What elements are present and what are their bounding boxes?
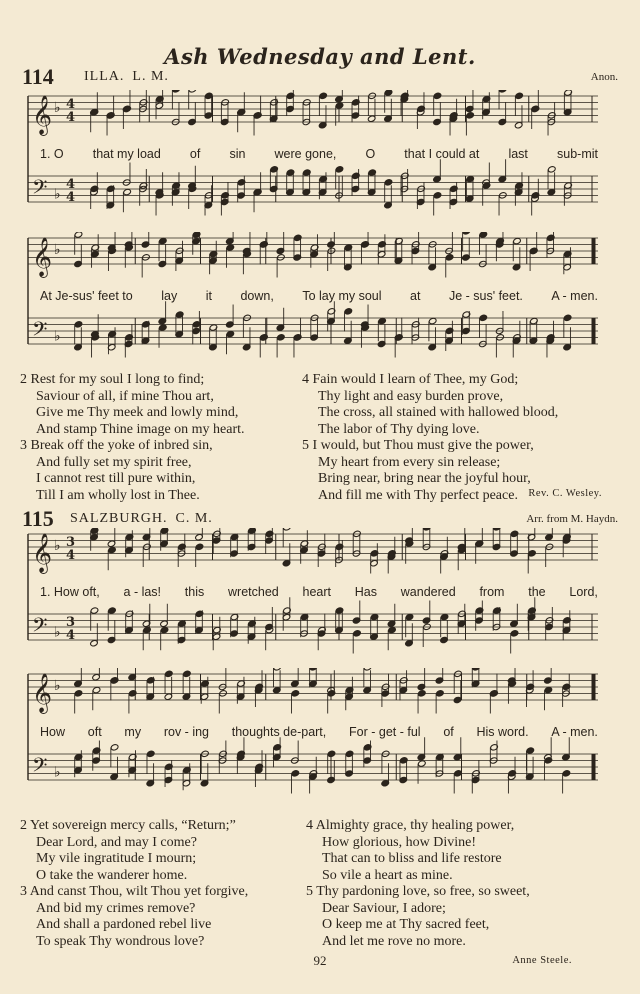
- treble-clef-icon: 𝄞: [32, 673, 53, 713]
- note-head: [160, 626, 169, 633]
- lyric-syllable: How: [40, 725, 66, 739]
- verse-line: Give me Thy meek and lowly mind,: [36, 405, 239, 420]
- note-head: [499, 90, 508, 93]
- lyric-syllable: At Je-sus' feet to: [40, 289, 133, 303]
- time-signature-digit: 4: [66, 177, 76, 192]
- lyric-syllable: that I could at: [404, 147, 480, 161]
- note-head: [188, 90, 197, 93]
- note-head: [108, 607, 117, 614]
- note-head: [544, 757, 553, 764]
- verse-line: Saviour of all, if mine Thou art,: [36, 388, 214, 404]
- note-head: [183, 670, 192, 677]
- note-head: [378, 317, 387, 324]
- verse-line: And fully set my spirit free,: [36, 454, 192, 470]
- lyric-syllable: Lord,: [569, 585, 598, 599]
- verse-line: 2 Yet sovereign mercy calls, “Return;”: [20, 818, 236, 833]
- lyric-syllable: it: [205, 289, 212, 303]
- note-head: [544, 686, 553, 693]
- note-head: [254, 112, 263, 119]
- lyric-syllable: thoughts de-part,: [231, 725, 327, 739]
- note-head: [433, 192, 442, 199]
- note-head: [548, 166, 557, 173]
- hymn-author: Anne Steele.: [512, 955, 572, 966]
- lyric-syllable: sin: [229, 147, 246, 161]
- lyric-syllable: of: [443, 725, 454, 739]
- lyric-syllable: of: [189, 147, 201, 161]
- tune-name: ILLA. L. M.: [84, 69, 169, 84]
- lyric-syllable: heart: [302, 585, 332, 599]
- verse-line: 4 Fain would I learn of Thee, my God;: [302, 372, 519, 387]
- note-head: [479, 232, 488, 238]
- note-head: [146, 750, 155, 757]
- verse-line: And stamp Thine image on my heart.: [36, 421, 245, 437]
- lyric-syllable: 1. How oft,: [40, 585, 100, 599]
- note-head: [531, 105, 540, 112]
- hymn-114-header: [22, 64, 618, 90]
- note-head: [319, 92, 328, 99]
- verse-line: Till I am wholly lost in Thee.: [36, 487, 200, 503]
- verse-line: 5 I would, but Thou must give the power,: [302, 438, 534, 453]
- hymn-115-lyric-line-1: [40, 585, 598, 599]
- bass-clef-icon: 𝄢: [32, 753, 48, 782]
- lyric-syllable: a - las!: [123, 585, 162, 599]
- note-head: [475, 540, 484, 547]
- note-head: [510, 630, 519, 637]
- verse-line: How glorious, how Divine!: [322, 834, 476, 850]
- verse-line: And shall a pardoned rebel live: [36, 917, 212, 932]
- lyric-syllable: His word.: [476, 725, 529, 739]
- note-head: [143, 626, 152, 633]
- time-signature-digit: 4: [66, 628, 76, 643]
- note-head: [123, 188, 132, 195]
- lyric-syllable: O: [365, 147, 376, 161]
- lyric-syllable: sub-mit: [557, 147, 598, 161]
- note-head: [384, 179, 393, 186]
- note-head: [226, 330, 235, 337]
- verses-right-column: [302, 372, 602, 504]
- time-signature-digit: 4: [66, 97, 76, 112]
- page-number: 92: [313, 953, 327, 968]
- verse-line: I cannot rest till pure within,: [36, 471, 196, 486]
- verse-line: My heart from every sin release;: [318, 454, 501, 470]
- lyric-syllable: the: [528, 585, 546, 599]
- flat-icon: ♭: [54, 328, 61, 345]
- note-head: [110, 744, 119, 751]
- note-head: [92, 686, 101, 693]
- lyric-syllable: A - men.: [551, 289, 598, 303]
- note-head: [165, 670, 174, 677]
- lyric-syllable: wandered: [400, 585, 456, 599]
- verses-left-column: [20, 372, 310, 504]
- note-head: [291, 690, 300, 697]
- lyric-syllable: lay: [161, 289, 178, 303]
- hymn-114-lyric-line-2: [40, 289, 598, 303]
- verse-line: Dear Lord, and may I come?: [36, 834, 197, 850]
- verse-line: 2 Rest for my soul I long to find;: [20, 372, 205, 387]
- lyric-syllable: my: [124, 725, 142, 739]
- verse-line: 3 Break off the yoke of inbred sin,: [20, 438, 213, 453]
- hymn-114-lyric-line-1: [40, 147, 598, 161]
- note-head: [462, 232, 471, 235]
- treble-clef-icon: 𝄞: [32, 533, 53, 573]
- note-head: [123, 105, 132, 112]
- note-head: [482, 182, 491, 189]
- lyric-syllable: Has: [354, 585, 378, 599]
- verse-line: O keep me at Thy sacred feet,: [322, 917, 490, 932]
- hymn-114-verses: [20, 372, 620, 502]
- lyric-syllable: from: [479, 585, 505, 599]
- note-head: [159, 324, 168, 331]
- lyric-syllable: For - get - ful: [349, 725, 421, 739]
- verse-line: The cross, all stained with hallowed blood,: [318, 405, 559, 420]
- composer-credit: Arr. from M. Haydn.: [526, 513, 618, 525]
- hymn-115-lyric-line-2: [40, 725, 598, 739]
- note-head: [418, 760, 427, 767]
- note-head: [335, 102, 344, 109]
- flat-icon: ♭: [54, 624, 61, 641]
- treble-clef-icon: 𝄞: [32, 95, 53, 135]
- bass-clef-icon: 𝄢: [32, 317, 48, 346]
- lyric-syllable: at: [410, 289, 421, 303]
- page-title: Ash Wednesday and Lent.: [164, 44, 476, 69]
- note-head: [490, 690, 499, 697]
- lyric-syllable: rov - ing: [163, 725, 209, 739]
- time-signature-digit: 4: [66, 548, 76, 563]
- lyric-syllable: 1. O: [40, 147, 64, 161]
- lyric-syllable: Je - sus' feet.: [448, 289, 523, 303]
- note-head: [107, 112, 116, 119]
- bass-clef-icon: 𝄢: [32, 613, 48, 642]
- note-head: [327, 690, 336, 697]
- composer-credit: Anon.: [590, 71, 618, 83]
- time-signature-digit: 4: [66, 190, 76, 205]
- note-head: [90, 607, 99, 614]
- verse-line: That can to bliss and life restore: [322, 851, 502, 866]
- hymn-115-verses: [20, 818, 620, 952]
- time-signature-digit: 3: [66, 535, 76, 550]
- note-head: [384, 90, 393, 96]
- note-head: [515, 92, 524, 99]
- tune-name: SALZBURGH. C. M.: [70, 511, 213, 526]
- note-head: [254, 188, 263, 195]
- verse-line: 5 Thy pardoning love, so free, so sweet,: [306, 884, 530, 899]
- note-head: [445, 254, 454, 261]
- flat-icon: ♭: [54, 538, 61, 554]
- note-head: [277, 334, 286, 341]
- note-head: [562, 770, 571, 777]
- note-head: [388, 626, 397, 633]
- note-head: [513, 237, 522, 244]
- note-head: [237, 108, 246, 115]
- verse-line: Dear Saviour, I adore;: [322, 900, 446, 916]
- note-head: [159, 237, 168, 244]
- note-head: [466, 112, 475, 119]
- note-head: [195, 543, 204, 550]
- note-head: [74, 690, 83, 697]
- verse-line: Bring near, bring near the joyful hour,: [318, 471, 531, 486]
- lyric-syllable: oft: [87, 725, 102, 739]
- note-head: [74, 321, 83, 328]
- note-head: [440, 613, 449, 620]
- verse-line: O take the wanderer home.: [36, 867, 188, 883]
- note-head: [436, 690, 445, 697]
- note-head: [433, 92, 442, 99]
- flat-icon: ♭: [54, 764, 61, 781]
- verse-line: To speak Thy wondrous love?: [36, 933, 205, 949]
- note-head: [260, 334, 269, 341]
- note-head: [353, 630, 362, 637]
- note-head: [74, 232, 83, 238]
- note-head: [226, 244, 235, 251]
- note-head: [418, 690, 427, 697]
- note-head: [172, 90, 181, 93]
- time-signature-digit: 4: [66, 110, 76, 125]
- lyric-syllable: that my load: [92, 147, 161, 161]
- verse-line: So vile a heart as mine.: [322, 867, 453, 883]
- bass-clef-icon: 𝄢: [32, 175, 48, 204]
- note-head: [530, 247, 539, 254]
- note-head: [110, 677, 119, 684]
- time-signature-digit: 3: [66, 615, 76, 630]
- note-head: [428, 317, 437, 324]
- lyric-syllable: this: [184, 585, 205, 599]
- lyric-syllable: A - men.: [551, 725, 598, 739]
- hymn-number: 114: [22, 64, 54, 89]
- note-head: [293, 334, 302, 341]
- verse-line: Thy light and easy burden prove,: [318, 388, 504, 404]
- hymn-number: 115: [22, 506, 54, 531]
- lyric-syllable: To lay my soul: [302, 289, 382, 303]
- note-head: [563, 314, 572, 321]
- note-head: [526, 747, 535, 754]
- note-head: [108, 546, 117, 553]
- verses-left-column: [20, 818, 310, 950]
- flat-icon: ♭: [54, 678, 61, 694]
- verse-line: And let me rove no more.: [322, 933, 466, 949]
- note-head: [405, 613, 414, 620]
- verse-line: And bid my crimes remove?: [36, 900, 196, 916]
- verse-line: 3 And canst Thou, wilt Thou yet forgive,: [20, 884, 249, 899]
- treble-clef-icon: 𝄞: [32, 237, 53, 277]
- flat-icon: ♭: [54, 242, 61, 258]
- note-head: [327, 750, 336, 757]
- verse-line: My vile ingratitude I mourn;: [36, 851, 197, 866]
- note-head: [344, 308, 353, 315]
- verse-line: 4 Almighty grace, thy healing power,: [306, 818, 515, 833]
- lyric-syllable: were gone,: [274, 147, 337, 161]
- note-head: [479, 314, 488, 321]
- flat-icon: ♭: [54, 186, 61, 203]
- lyric-syllable: down,: [240, 289, 274, 303]
- note-head: [260, 241, 269, 248]
- verse-line: And fill me with Thy perfect peace.: [318, 487, 518, 503]
- verse-line: The labor of Thy dying love.: [318, 421, 480, 437]
- flat-icon: ♭: [54, 100, 61, 116]
- note-head: [454, 770, 463, 777]
- note-head: [283, 528, 292, 531]
- note-head: [335, 166, 344, 173]
- verses-right-column: [306, 818, 606, 950]
- lyric-syllable: last: [508, 147, 528, 161]
- lyric-syllable: wretched: [228, 585, 279, 599]
- hymn-author: Rev. C. Wesley.: [528, 488, 602, 499]
- note-head: [291, 770, 300, 777]
